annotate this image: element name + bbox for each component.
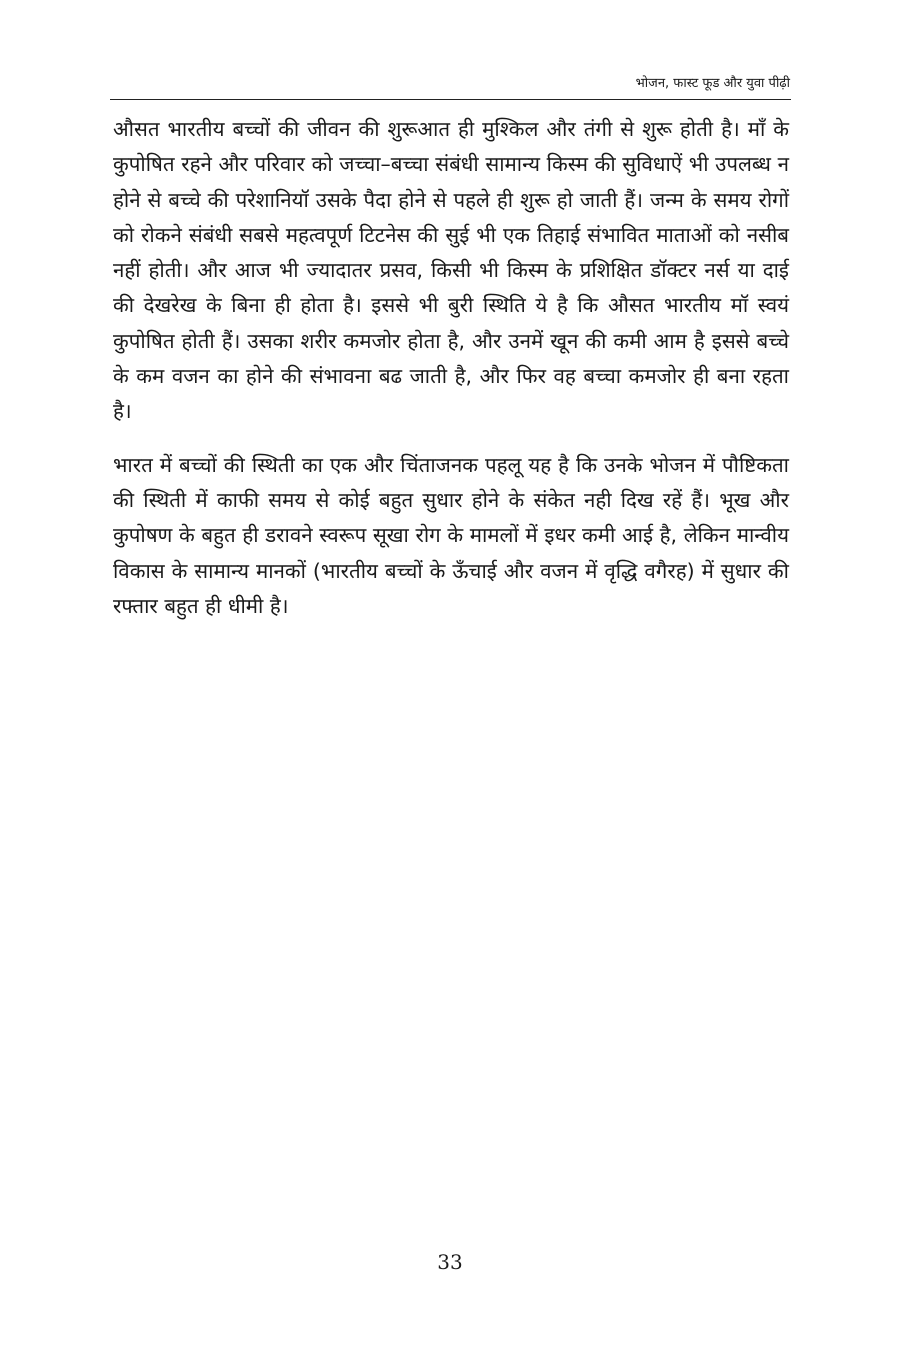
header-divider	[110, 99, 791, 100]
page-number: 33	[437, 1250, 463, 1274]
body-text	[113, 112, 789, 624]
paragraph-1: औसत भारतीय बच्चों की जीवन की शुरूआत ही मुश्किल और तंगी से शुरू होती है। माँ के कुपोषित रहने और परिवार को जच्चा–बच्चा संबंधी सामान्य किस्म की सुविधाऐं भी उपलब्ध न होने से बच्चे की परेशानियॉ उसके पैदा होने से पहले ही शुरू हो जाती हैं। जन्म के समय रोगों को रोकने संबंधी सबसे महत्वपूर्ण टिटनेस की सुई भी एक तिहाई संभावित माताओं को नसीब नहीं होती। और आज भी ज्यादातर प्रसव, किसी भी किस्म के प्रशिक्षित डॉक्टर नर्स या दाई की देखरेख के बिना ही होता है। इससे भी बुरी स्थिति ये है कि औसत भारतीय मॉ स्वयं कुपोषित होती हैं। उसका शरीर कमजोर होता है, और उनमें खून की कमी आम है इससे बच्चे के कम वजन का होने की संभावना बढ जाती है, और फिर वह बच्चा कमजोर ही बना रहता है।	[113, 117, 789, 424]
running-header-title: भोजन, फास्ट फूड और युवा पीढ़ी	[635, 76, 790, 91]
paragraph-2: भारत में बच्चों की स्थिती का एक और चिंताजनक पहलू यह है कि उनके भोजन में पौष्टिकता की स्थिती में काफी समय से कोई बहुत सुधार होने के संकेत नही दिख रहें हैं। भूख और कुपोषण के बहुत ही डरावने स्वरूप सूखा रोग के मामलों में इधर कमी आई है, लेकिन मान्वीय विकास के सामान्य मानकों (भारतीय बच्चों के ऊँचाई और वजन में वृद्धि वगैरह) में सुधार की रफ्तार बहुत ही धीमी है।	[113, 452, 789, 618]
